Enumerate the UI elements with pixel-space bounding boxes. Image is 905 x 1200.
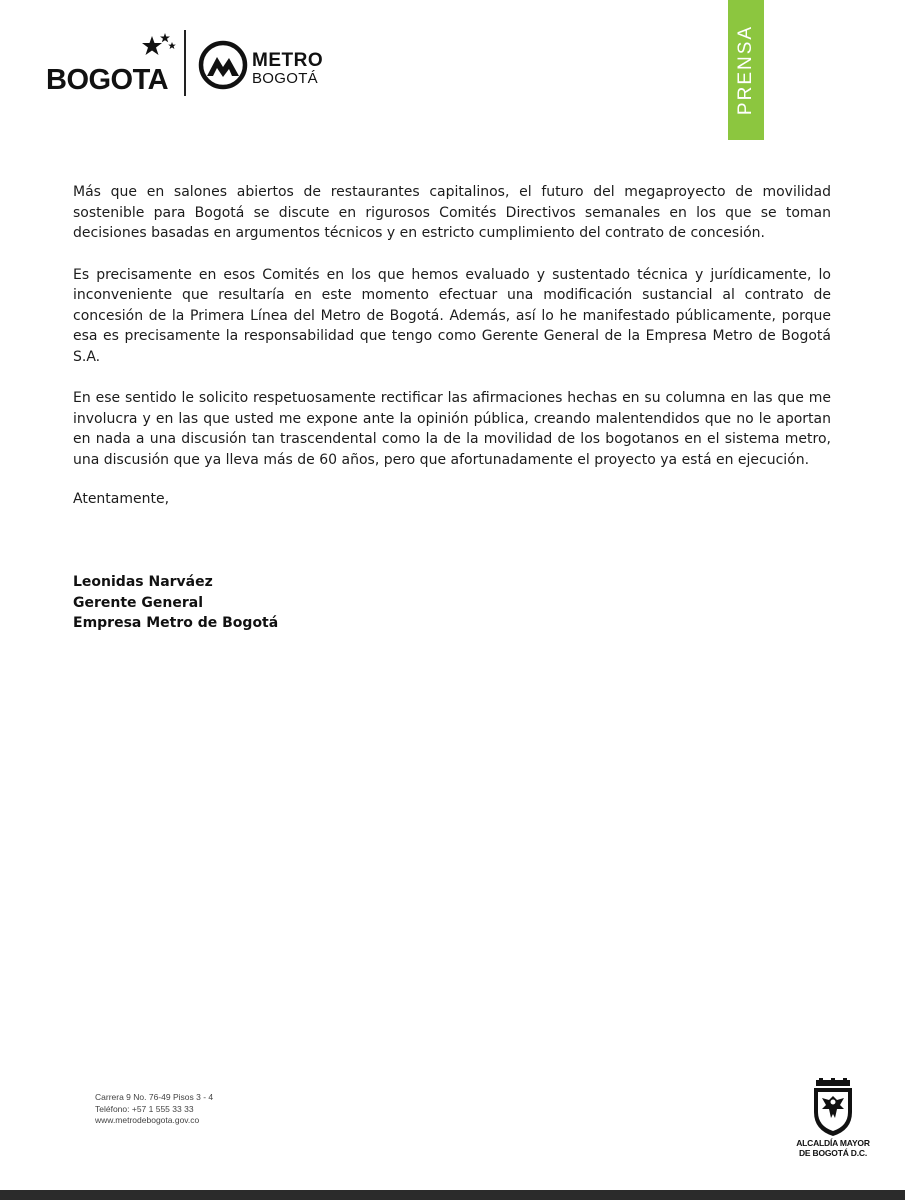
- prensa-label: PRENSA: [735, 24, 756, 116]
- signer-organization: Empresa Metro de Bogotá: [73, 615, 279, 631]
- crest-line2: DE BOGOTÁ D.C.: [798, 1148, 868, 1158]
- signature-block: [73, 572, 278, 634]
- paragraph-3: En ese sentido le solicito respetuosamente rectificar las afirmaciones hechas en su columna en las que me involucra y en las que usted me expone ante la opinión pública, creando malentendidos que no le aportan en nada a una discusión tan trascendental como la de la movilidad de los bogotanos en el sistema metro, una discusión que ya lleva más de 60 años, pero que afortunadamente el proyecto ya está en ejecución.: [73, 390, 831, 468]
- metro-mountain-icon: [198, 40, 248, 90]
- metro-logo-line2: BOGOTÁ: [252, 70, 318, 87]
- signer-title: Gerente General: [73, 594, 204, 611]
- crest-line1: ALCALDÍA MAYOR: [796, 1138, 870, 1148]
- metro-bogota-logo: [198, 40, 328, 96]
- bottom-edge-bar: [0, 1190, 905, 1200]
- logo-divider: [184, 30, 186, 96]
- paragraph-1: Más que en salones abiertos de restaurantes capitalinos, el futuro del megaproyecto de movilidad sostenible para Bogotá se discute en rigurosos Comités Directivos semanales en los que se toman decisiones basadas en argumentos técnicos y en estricto cumplimiento del contrato de concesión.: [73, 184, 831, 241]
- letter-body: [73, 182, 831, 491]
- prensa-tab: [728, 0, 764, 140]
- bogota-logo: [46, 30, 176, 96]
- paragraph-2: Es precisamente en esos Comités en los que hemos evaluado y sustentado técnica y jurídicamente, lo inconveniente que resultaría en este momento efectuar una modificación sustancial al contrato de concesión de la Primera Línea del Metro de Bogotá. Además, así lo he manifestado públicamente, porque esa es precisamente la responsabilidad que tengo como Gerente General de la Empresa Metro de Bogotá S.A.: [73, 266, 831, 365]
- footer-website: www.metrodebogota.gov.co: [95, 1115, 200, 1125]
- alcaldia-crest: [788, 1078, 878, 1170]
- closing: Atentamente,: [73, 491, 170, 507]
- signer-name: Leonidas Narváez: [73, 574, 213, 590]
- coat-of-arms-icon: [810, 1078, 856, 1138]
- metro-logo-line1: METRO: [252, 50, 324, 71]
- footer-contact: [95, 1092, 213, 1127]
- footer-phone: Teléfono: +57 1 555 33 33: [95, 1103, 194, 1114]
- footer-address: Carrera 9 No. 76-49 Pisos 3 - 4: [95, 1092, 214, 1102]
- bogota-logo-text: BOGOTA: [46, 64, 169, 96]
